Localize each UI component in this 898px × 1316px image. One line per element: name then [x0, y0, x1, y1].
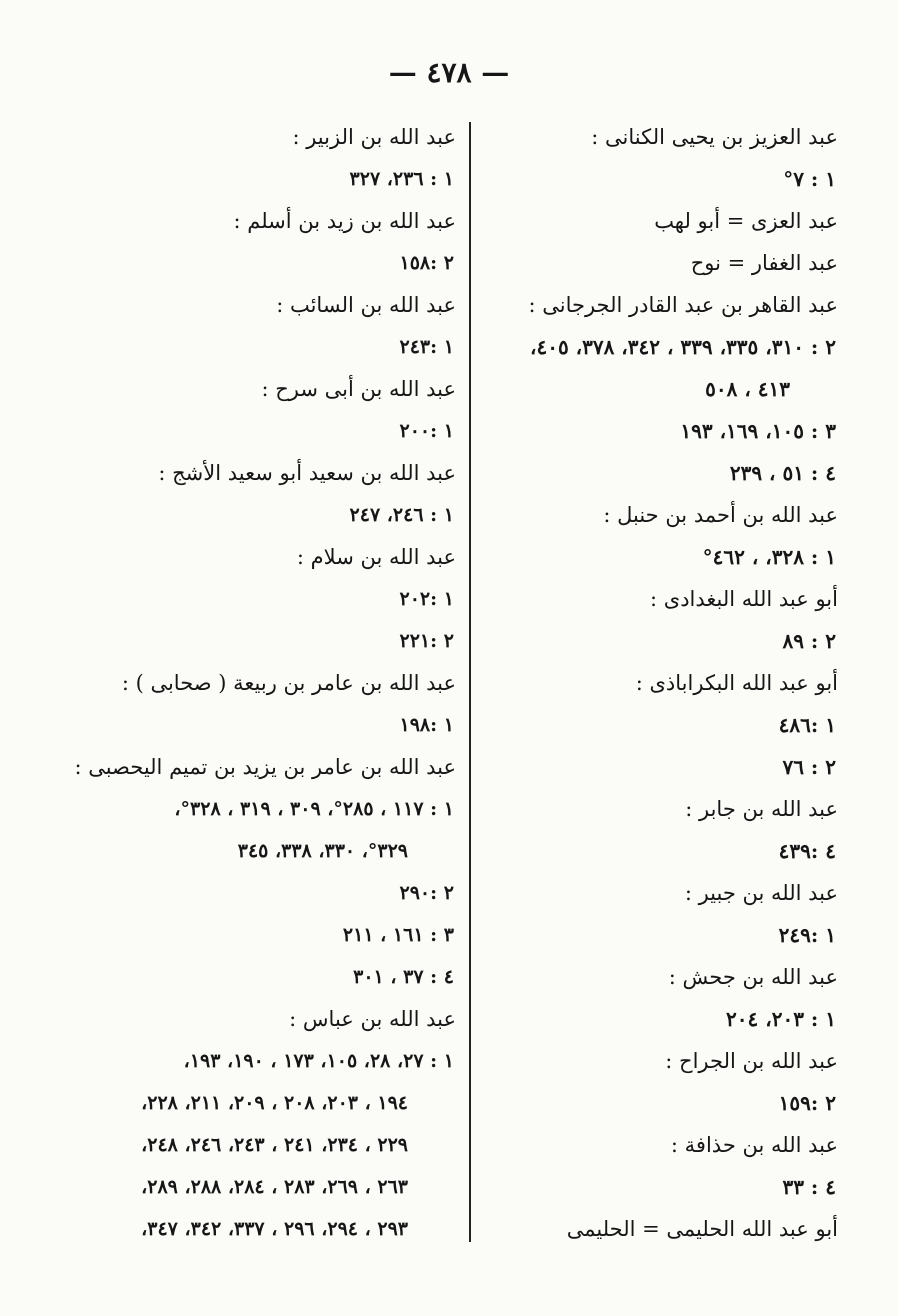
- index-reference: ٢ :٢٩٠: [399, 882, 454, 904]
- index-reference: ١ : ١١٧ ، ٢٨٥°، ٣٠٩ ، ٣١٩ ، ٣٢٨°،: [174, 798, 454, 820]
- index-reference: ٤ : ٥١ ، ٢٣٩: [729, 461, 836, 485]
- index-entry-heading: عبد الغفار = نوح: [690, 251, 838, 275]
- index-entry-heading: عبد الله بن عباس :: [289, 1007, 456, 1031]
- index-reference: ٢٦٣ ، ٢٦٩، ٢٨٣ ، ٢٨٤، ٢٨٨، ٢٨٩،: [141, 1176, 408, 1198]
- index-column-left: [74, 116, 456, 1250]
- index-entry-heading: عبد الله بن الزبير :: [292, 125, 456, 149]
- index-reference: ٢٢٩ ، ٢٣٤، ٢٤١ ، ٢٤٣، ٢٤٦، ٢٤٨،: [141, 1134, 408, 1156]
- index-entry-heading: عبد الله بن جبير :: [684, 881, 838, 905]
- index-reference: ٣ : ١٦١ ، ٢١١: [342, 924, 454, 946]
- index-reference: ٣ : ١٠٥، ١٦٩، ١٩٣: [680, 419, 836, 443]
- index-reference: ١ :٤٨٦: [778, 713, 836, 737]
- index-reference: ١ :٢٤٩: [778, 923, 836, 947]
- index-reference: ٢ : ٣١٠، ٣٣٥، ٣٣٩ ، ٣٤٢، ٣٧٨، ٤٠٥،: [529, 335, 836, 359]
- index-reference: ٢ : ٧٦: [782, 755, 836, 779]
- index-reference: ١ :٢٠٠: [399, 420, 454, 442]
- index-reference: ١ :١٩٨: [399, 714, 454, 736]
- index-entry-heading: أبو عبد الله البكراباذى :: [635, 671, 838, 695]
- index-reference: ٢ : ٨٩: [782, 629, 836, 653]
- index-reference: ١ :٢٠٢: [399, 588, 454, 610]
- index-reference: ١ : ٣٢٨، ، ٤٦٢°: [702, 545, 836, 569]
- index-reference: ٢٩٣ ، ٢٩٤، ٢٩٦ ، ٣٣٧، ٣٤٢، ٣٤٧،: [141, 1218, 408, 1240]
- index-entry-heading: عبد العزيز بن يحيى الكنانى :: [591, 125, 838, 149]
- index-entry-heading: عبد الله بن أحمد بن حنبل :: [603, 503, 838, 527]
- index-reference: ٢ :١٥٩: [778, 1091, 836, 1115]
- index-reference: ١ : ٢٣٦، ٣٢٧: [349, 168, 454, 190]
- index-reference: ١ : ٧°: [783, 167, 836, 191]
- index-reference: ١ : ٢٠٣، ٢٠٤: [726, 1007, 836, 1031]
- index-entry-heading: أبو عبد الله البغدادى :: [650, 587, 838, 611]
- index-entry-heading: عبد الله بن عامر بن ربيعة ( صحابى ) :: [121, 671, 456, 695]
- index-reference: ٢ :٢٢١: [399, 630, 454, 652]
- index-entry-heading: عبد الله بن عامر بن يزيد بن تميم اليحصبى :: [74, 755, 456, 779]
- index-reference: ٢ :١٥٨: [399, 252, 454, 274]
- index-column-right: [488, 116, 838, 1250]
- index-entry-heading: عبد العزى = أبو لهب: [654, 209, 838, 233]
- index-reference: ١ : ٢٧، ٢٨، ١٠٥، ١٧٣ ، ١٩٠، ١٩٣،: [183, 1050, 454, 1072]
- index-entry-heading: عبد الله بن حذافة :: [670, 1133, 838, 1157]
- index-reference: ٤ : ٣٧ ، ٣٠١: [353, 966, 454, 988]
- index-reference: ١ : ٢٤٦، ٢٤٧: [349, 504, 454, 526]
- page-number: — ٤٧٨ —: [388, 56, 510, 89]
- index-entry-heading: عبد الله بن زيد بن أسلم :: [233, 209, 456, 233]
- index-reference: ٤ :٤٣٩: [778, 839, 836, 863]
- index-entry-heading: عبد الله بن جابر :: [685, 797, 838, 821]
- index-entry-heading: عبد القاهر بن عبد القادر الجرجانى :: [528, 293, 838, 317]
- index-entry-heading: أبو عبد الله الحليمى = الحليمى: [566, 1217, 838, 1241]
- index-entry-heading: عبد الله بن سعيد أبو سعيد الأشج :: [158, 461, 456, 485]
- index-entry-heading: عبد الله بن أبى سرح :: [261, 377, 456, 401]
- column-divider: [469, 122, 471, 1242]
- index-reference: ١٩٤ ، ٢٠٣، ٢٠٨ ، ٢٠٩، ٢١١، ٢٢٨،: [141, 1092, 408, 1114]
- index-reference: ٤ : ٣٣: [782, 1175, 836, 1199]
- index-reference: ٣٢٩°، ٣٣٠، ٣٣٨، ٣٤٥: [237, 840, 408, 862]
- index-entry-heading: عبد الله بن الجراح :: [665, 1049, 838, 1073]
- index-entry-heading: عبد الله بن جحش :: [668, 965, 838, 989]
- index-entry-heading: عبد الله بن سلام :: [296, 545, 456, 569]
- index-reference: ١ :٢٤٣: [399, 336, 454, 358]
- index-reference: ٤١٣ ، ٥٠٨: [705, 377, 790, 401]
- index-entry-heading: عبد الله بن السائب :: [276, 293, 456, 317]
